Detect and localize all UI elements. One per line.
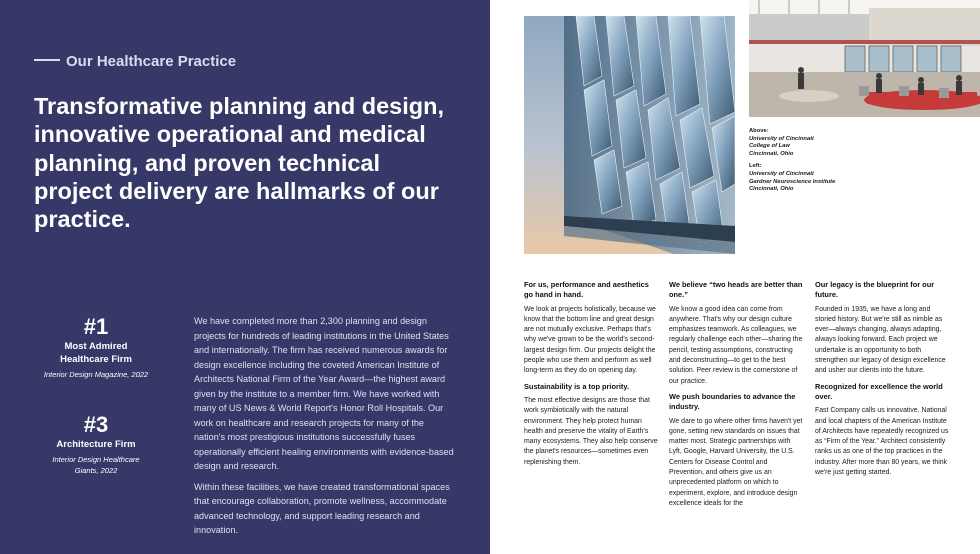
photo-captions bbox=[749, 128, 859, 199]
caption-above bbox=[749, 128, 859, 158]
caption-line: College of Law bbox=[749, 143, 790, 150]
award-2 bbox=[16, 412, 176, 476]
caption-line: University of Cincinnati bbox=[749, 135, 814, 142]
column-paragraph: We dare to go where other firms haven't yet gone, setting new standards on issues that matter most. Strategic partnerships with Lyft, Google, Harvard University, the U.S. Centers for Disease Control and Prevention, and others give us an unprecedented platform on which to experiment, explore, and introduce design excellence ideals for the bbox=[669, 417, 803, 507]
text-column-3 bbox=[815, 280, 949, 483]
column-paragraph: Founded in 1935, we have a long and storied history. But we're still as nimble as ever—always changing, always adapting, always looking forward. Each project we undertake is an opportunity to both strengthen our legacy of design excellence and usher our clients into the future. bbox=[815, 305, 946, 375]
award-1 bbox=[16, 314, 176, 380]
intro-body bbox=[194, 314, 456, 544]
facade-photo-art bbox=[524, 16, 735, 254]
caption-line: Cincinnati, Ohio bbox=[749, 150, 794, 157]
award-name: Architecture Firm bbox=[56, 439, 136, 450]
kicker-rule bbox=[34, 59, 60, 61]
award-name: Most Admired Healthcare Firm bbox=[60, 341, 132, 365]
caption-line: University of Cincinnati bbox=[749, 170, 814, 177]
award-rank: #1 bbox=[83, 314, 109, 339]
award-source: Interior Design Healthcare Giants, 2022 bbox=[52, 455, 140, 475]
column-paragraph: We look at projects holistically, because we know that the bottom line and great design are not mutually exclusive. Perhaps that's why we've grown to be the world's second-largest design firm. Our projects delight the people who use them and perform as well long-term as they do on opening day. bbox=[524, 305, 656, 375]
caption-line: Gardner Neuroscience Institute bbox=[749, 178, 836, 185]
caption-line: Cincinnati, Ohio bbox=[749, 186, 794, 193]
caption-label: Left: bbox=[749, 163, 762, 170]
column-heading: Our legacy is the blueprint for our future. bbox=[815, 280, 935, 300]
column-heading: Sustainability is a top priority. bbox=[524, 381, 629, 391]
intro-paragraph: Within these facilities, we have created transformational spaces that encourage collaboration, promote wellness, accommodate advanced technology, and support leading research and innovation. bbox=[194, 481, 450, 535]
caption-left bbox=[749, 163, 859, 193]
text-column-1 bbox=[524, 280, 658, 473]
column-paragraph: Fast Company calls us innovative. National and local chapters of the American Institute of Architects have repeatedly recognized us as “Firm of the Year.” Architect consistently ranks us as one of the top practices in the industry. After more than 80 years, we think we're just getting started. bbox=[815, 407, 949, 477]
intro-paragraph: We have completed more than 2,300 planning and design projects for hundreds of leading institutions in the United States and internationally. The firm has received numerous awards for design excellence including the coveted American Institute of Architects National Firm of the Year Award—the highest award given by the institute to a member firm. We have worked with many of US News & World Report's Honor Roll Hospitals. Our work on healthcare and research projects for many of the nation's most prestigious institutions successfully fuses operationally efficient healing environments with evidence-based design and research. bbox=[194, 316, 454, 471]
facade-photo bbox=[524, 16, 735, 254]
interior-photo bbox=[749, 0, 980, 117]
award-rank: #3 bbox=[83, 412, 109, 437]
text-column-2 bbox=[669, 280, 803, 554]
headline: Transformative planning and design, innovative operational and medical planning, and proven technical project delivery are hallmarks of our practice. bbox=[34, 93, 445, 233]
award-source: Interior Design Magazine, 2022 bbox=[43, 370, 149, 379]
kicker-text: Our Healthcare Practice bbox=[66, 53, 237, 70]
section-kicker bbox=[34, 53, 236, 70]
interior-photo-art bbox=[749, 0, 980, 117]
column-paragraph: The most effective designs are those that work symbiotically with the natural environment. They help protect human health and preserve the vitality of Earth's many ecosystems. They also help conserve the planet's resources—sometimes even replenishing them. bbox=[524, 396, 658, 466]
column-heading: We push boundaries to advance the industry. bbox=[669, 391, 796, 412]
column-heading: Recognized for excellence the world over. bbox=[815, 381, 943, 401]
caption-label: Above: bbox=[749, 128, 769, 134]
column-heading: We believe “two heads are better than one.” bbox=[669, 280, 803, 300]
column-paragraph: We know a good idea can come from anywhere. That's why our design culture emphasizes teamwork. As colleagues, we regularly challenge each other—sharing the pencil, testing assumptions, constructing and deconstructing—to get to the best solution. Peer review is the cornerstone of our practice. bbox=[669, 305, 803, 385]
column-heading: For us, performance and aesthetics go hand in hand. bbox=[524, 280, 649, 300]
